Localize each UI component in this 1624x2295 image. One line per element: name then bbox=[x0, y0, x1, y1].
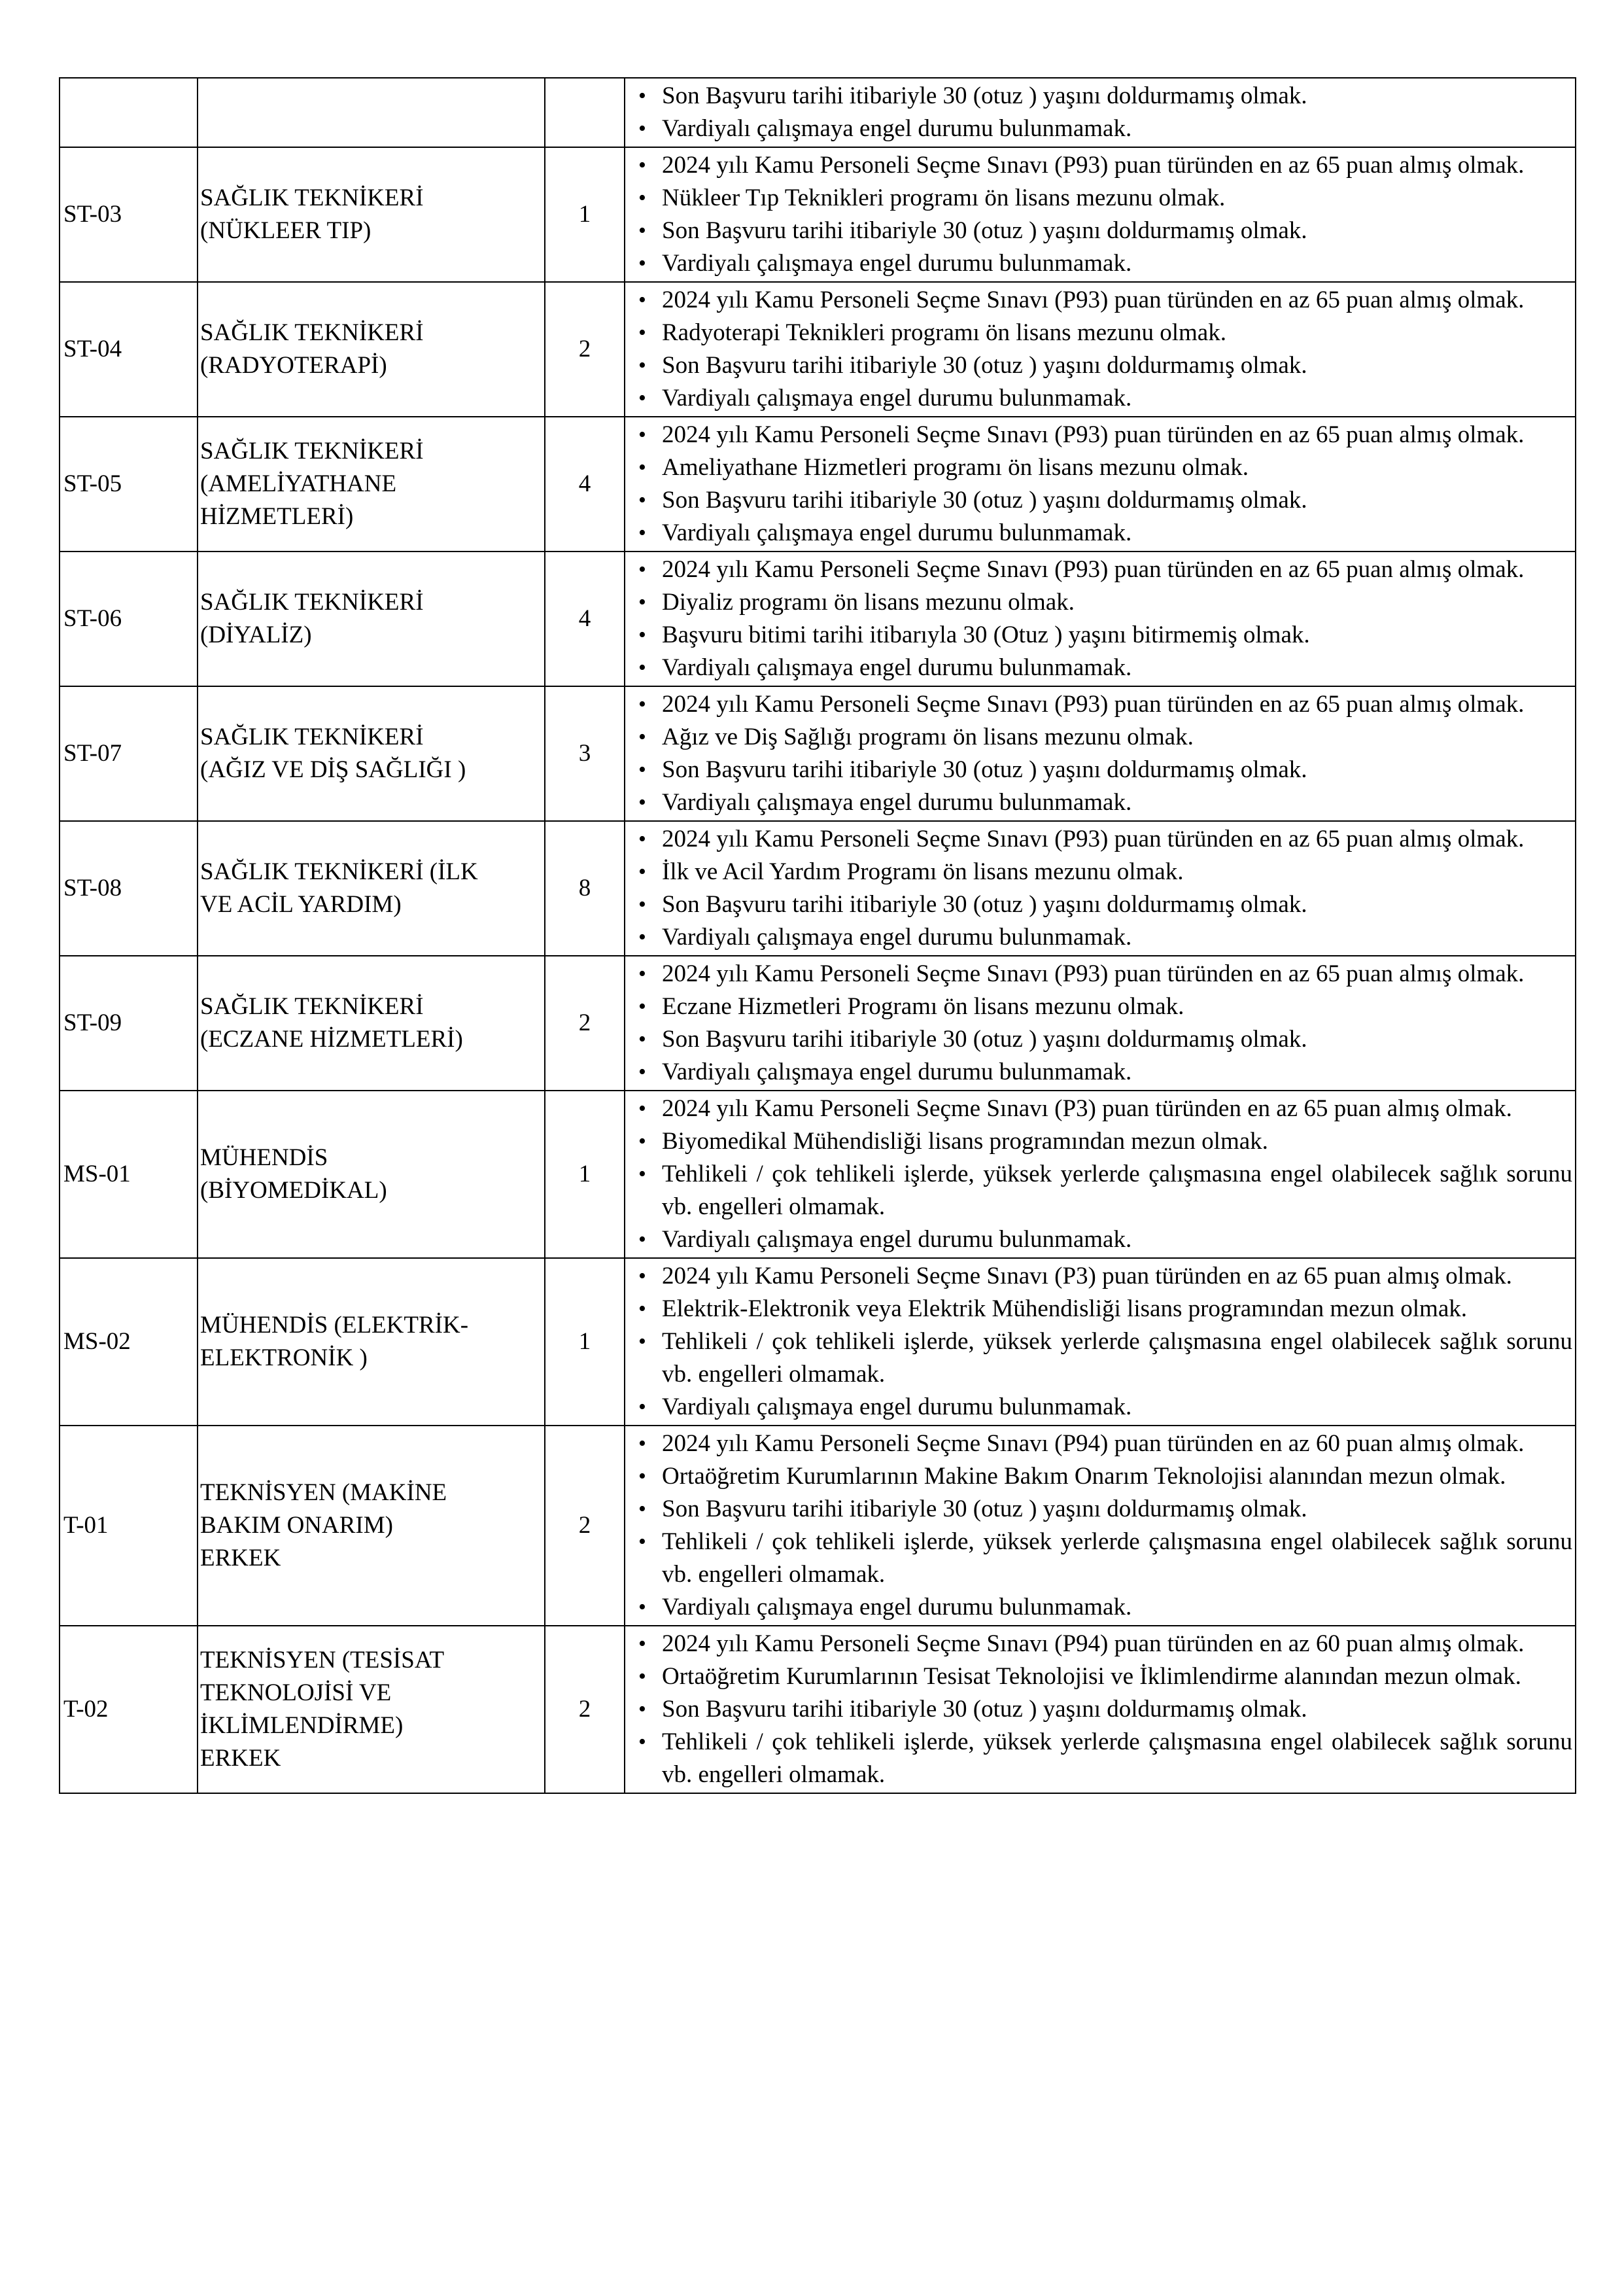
position-count: 2 bbox=[545, 1426, 625, 1626]
requirement-item: • Radyoterapi Teknikleri programı ön lisans mezunu olmak. bbox=[628, 317, 1572, 349]
position-title bbox=[198, 552, 545, 686]
requirement-item: • Son Başvuru tarihi itibariyle 30 (otuz ) yaşını doldurmamış olmak. bbox=[628, 484, 1572, 517]
requirement-item: • 2024 yılı Kamu Personeli Seçme Sınavı (P93) puan türünden en az 65 puan almış olmak. bbox=[628, 958, 1572, 990]
requirement-item: • Son Başvuru tarihi itibariyle 30 (otuz ) yaşını doldurmamış olmak. bbox=[628, 1493, 1572, 1526]
table-row bbox=[60, 147, 1576, 282]
requirement-item: • Ortaöğretim Kurumlarının Makine Bakım Onarım Teknolojisi alanından mezun olmak. bbox=[628, 1460, 1572, 1493]
position-title bbox=[198, 78, 545, 147]
requirement-item: • 2024 yılı Kamu Personeli Seçme Sınavı (P93) puan türünden en az 65 puan almış olmak. bbox=[628, 284, 1572, 317]
position-title-line: SAĞLIK TEKNİKERİ bbox=[200, 589, 424, 616]
requirement-item: • 2024 yılı Kamu Personeli Seçme Sınavı (P93) puan türünden en az 65 puan almış olmak. bbox=[628, 419, 1572, 451]
position-title bbox=[198, 147, 545, 282]
requirement-item: • Son Başvuru tarihi itibariyle 30 (otuz ) yaşını doldurmamış olmak. bbox=[628, 80, 1572, 113]
position-code: T-02 bbox=[60, 1626, 198, 1793]
requirement-item: • Elektrik-Elektronik veya Elektrik Mühendisliği lisans programından mezun olmak. bbox=[628, 1293, 1572, 1325]
position-title-line: (NÜKLEER TIP) bbox=[200, 217, 371, 244]
requirement-item: • Tehlikeli / çok tehlikeli işlerde, yüksek yerlerde çalışmasına engel olabilecek sağlık sorunu vb. engelleri olmamak. bbox=[628, 1325, 1572, 1391]
position-code: ST-03 bbox=[60, 147, 198, 282]
position-requirements bbox=[625, 686, 1576, 821]
position-count: 2 bbox=[545, 956, 625, 1091]
position-code: ST-07 bbox=[60, 686, 198, 821]
requirement-item: • Tehlikeli / çok tehlikeli işlerde, yüksek yerlerde çalışmasına engel olabilecek sağlık sorunu vb. engelleri olmamak. bbox=[628, 1158, 1572, 1223]
requirement-item: • Son Başvuru tarihi itibariyle 30 (otuz ) yaşını doldurmamış olmak. bbox=[628, 888, 1572, 921]
table-row bbox=[60, 1626, 1576, 1793]
position-requirements bbox=[625, 1426, 1576, 1626]
requirement-item: • Vardiyalı çalışmaya engel durumu bulunmamak. bbox=[628, 1223, 1572, 1256]
position-title-line: (ECZANE HİZMETLERİ) bbox=[200, 1026, 463, 1053]
requirement-item: • Tehlikeli / çok tehlikeli işlerde, yüksek yerlerde çalışmasına engel olabilecek sağlık sorunu vb. engelleri olmamak. bbox=[628, 1526, 1572, 1591]
table-row bbox=[60, 1426, 1576, 1626]
position-count: 4 bbox=[545, 552, 625, 686]
position-code: ST-08 bbox=[60, 821, 198, 956]
position-count: 4 bbox=[545, 417, 625, 552]
position-code bbox=[60, 78, 198, 147]
requirement-item: • 2024 yılı Kamu Personeli Seçme Sınavı (P94) puan türünden en az 60 puan almış olmak. bbox=[628, 1628, 1572, 1660]
position-title bbox=[198, 821, 545, 956]
requirement-item: • Son Başvuru tarihi itibariyle 30 (otuz ) yaşını doldurmamış olmak. bbox=[628, 1693, 1572, 1726]
requirement-item: • Vardiyalı çalışmaya engel durumu bulunmamak. bbox=[628, 113, 1572, 145]
position-count: 2 bbox=[545, 282, 625, 417]
position-title-line: SAĞLIK TEKNİKERİ bbox=[200, 438, 424, 464]
requirement-item: • Diyaliz programı ön lisans mezunu olmak. bbox=[628, 586, 1572, 619]
document-page bbox=[59, 77, 1575, 1794]
requirement-item: • Ağız ve Diş Sağlığı programı ön lisans mezunu olmak. bbox=[628, 721, 1572, 754]
position-title bbox=[198, 282, 545, 417]
requirement-item: • Ameliyathane Hizmetleri programı ön lisans mezunu olmak. bbox=[628, 451, 1572, 484]
position-requirements bbox=[625, 956, 1576, 1091]
positions-table bbox=[59, 77, 1576, 1794]
requirement-item: • Başvuru bitimi tarihi itibarıyla 30 (Otuz ) yaşını bitirmemiş olmak. bbox=[628, 619, 1572, 652]
position-requirements bbox=[625, 552, 1576, 686]
requirement-item: • 2024 yılı Kamu Personeli Seçme Sınavı (P3) puan türünden en az 65 puan almış olmak. bbox=[628, 1260, 1572, 1293]
requirements-list bbox=[628, 823, 1572, 954]
position-code: MS-01 bbox=[60, 1091, 198, 1258]
position-title-line: ERKEK bbox=[200, 1545, 281, 1571]
requirements-list bbox=[628, 958, 1572, 1089]
position-title-line: TEKNİSYEN (TESİSAT bbox=[200, 1647, 445, 1673]
position-title-line: (AMELİYATHANE bbox=[200, 470, 397, 497]
requirement-item: • Vardiyalı çalışmaya engel durumu bulunmamak. bbox=[628, 517, 1572, 550]
requirements-list bbox=[628, 1093, 1572, 1256]
position-title-line: MÜHENDİS bbox=[200, 1144, 328, 1171]
table-row bbox=[60, 282, 1576, 417]
requirement-item: • Vardiyalı çalışmaya engel durumu bulunmamak. bbox=[628, 921, 1572, 954]
requirement-item: • Son Başvuru tarihi itibariyle 30 (otuz ) yaşını doldurmamış olmak. bbox=[628, 349, 1572, 382]
position-requirements bbox=[625, 1626, 1576, 1793]
position-title-line: SAĞLIK TEKNİKERİ bbox=[200, 184, 424, 211]
position-title-line: TEKNİSYEN (MAKİNE bbox=[200, 1479, 447, 1506]
requirement-item: • 2024 yılı Kamu Personeli Seçme Sınavı (P93) puan türünden en az 65 puan almış olmak. bbox=[628, 149, 1572, 182]
position-count: 1 bbox=[545, 1258, 625, 1426]
requirement-item: • Vardiyalı çalışmaya engel durumu bulunmamak. bbox=[628, 1056, 1572, 1089]
table-row bbox=[60, 1091, 1576, 1258]
position-count: 3 bbox=[545, 686, 625, 821]
requirement-item: • 2024 yılı Kamu Personeli Seçme Sınavı (P3) puan türünden en az 65 puan almış olmak. bbox=[628, 1093, 1572, 1125]
table-row bbox=[60, 417, 1576, 552]
position-title-line: ELEKTRONİK ) bbox=[200, 1344, 368, 1371]
position-title-line: TEKNOLOJİSİ VE bbox=[200, 1679, 392, 1706]
requirement-item: • İlk ve Acil Yardım Programı ön lisans mezunu olmak. bbox=[628, 856, 1572, 888]
position-title-line: (AĞIZ VE DİŞ SAĞLIĞI ) bbox=[200, 756, 466, 783]
position-title bbox=[198, 417, 545, 552]
position-title-line: SAĞLIK TEKNİKERİ bbox=[200, 993, 424, 1020]
position-title-line: (DİYALİZ) bbox=[200, 622, 312, 648]
position-title bbox=[198, 1626, 545, 1793]
position-title bbox=[198, 686, 545, 821]
table-row bbox=[60, 821, 1576, 956]
positions-table-body bbox=[60, 78, 1576, 1793]
requirements-list bbox=[628, 80, 1572, 145]
requirement-item: • 2024 yılı Kamu Personeli Seçme Sınavı (P93) puan türünden en az 65 puan almış olmak. bbox=[628, 553, 1572, 586]
position-title bbox=[198, 1091, 545, 1258]
requirements-list bbox=[628, 1628, 1572, 1791]
requirements-list bbox=[628, 149, 1572, 280]
position-title bbox=[198, 1426, 545, 1626]
requirement-item: • Son Başvuru tarihi itibariyle 30 (otuz ) yaşını doldurmamış olmak. bbox=[628, 754, 1572, 786]
table-row bbox=[60, 78, 1576, 147]
position-title-line: VE ACİL YARDIM) bbox=[200, 891, 402, 918]
requirement-item: • Ortaöğretim Kurumlarının Tesisat Teknolojisi ve İklimlendirme alanından mezun olmak. bbox=[628, 1660, 1572, 1693]
table-row bbox=[60, 1258, 1576, 1426]
position-title-line: SAĞLIK TEKNİKERİ bbox=[200, 724, 424, 750]
requirement-item: • Son Başvuru tarihi itibariyle 30 (otuz ) yaşını doldurmamış olmak. bbox=[628, 1023, 1572, 1056]
table-row bbox=[60, 686, 1576, 821]
position-title-line: (RADYOTERAPİ) bbox=[200, 352, 387, 379]
position-count: 1 bbox=[545, 1091, 625, 1258]
position-requirements bbox=[625, 417, 1576, 552]
position-count bbox=[545, 78, 625, 147]
requirement-item: • Vardiyalı çalışmaya engel durumu bulunmamak. bbox=[628, 1591, 1572, 1624]
position-requirements bbox=[625, 1258, 1576, 1426]
requirement-item: • Eczane Hizmetleri Programı ön lisans mezunu olmak. bbox=[628, 990, 1572, 1023]
requirement-item: • 2024 yılı Kamu Personeli Seçme Sınavı (P93) puan türünden en az 65 puan almış olmak. bbox=[628, 688, 1572, 721]
requirement-item: • Vardiyalı çalışmaya engel durumu bulunmamak. bbox=[628, 786, 1572, 819]
requirement-item: • Vardiyalı çalışmaya engel durumu bulunmamak. bbox=[628, 382, 1572, 415]
position-title-line: HİZMETLERİ) bbox=[200, 503, 354, 530]
position-requirements bbox=[625, 147, 1576, 282]
position-code: ST-05 bbox=[60, 417, 198, 552]
position-code: MS-02 bbox=[60, 1258, 198, 1426]
requirement-item: • Tehlikeli / çok tehlikeli işlerde, yüksek yerlerde çalışmasına engel olabilecek sağlık sorunu vb. engelleri olmamak. bbox=[628, 1726, 1572, 1791]
position-count: 8 bbox=[545, 821, 625, 956]
requirements-list bbox=[628, 688, 1572, 819]
position-title-line: ERKEK bbox=[200, 1745, 281, 1772]
requirement-item: • 2024 yılı Kamu Personeli Seçme Sınavı (P94) puan türünden en az 60 puan almış olmak. bbox=[628, 1428, 1572, 1460]
requirements-list bbox=[628, 284, 1572, 415]
position-title bbox=[198, 956, 545, 1091]
position-title-line: İKLİMLENDİRME) bbox=[200, 1712, 404, 1739]
requirements-list bbox=[628, 553, 1572, 684]
table-row bbox=[60, 956, 1576, 1091]
requirement-item: • Vardiyalı çalışmaya engel durumu bulunmamak. bbox=[628, 652, 1572, 684]
position-count: 2 bbox=[545, 1626, 625, 1793]
requirement-item: • Biyomedikal Mühendisliği lisans programından mezun olmak. bbox=[628, 1125, 1572, 1158]
position-title bbox=[198, 1258, 545, 1426]
position-code: ST-04 bbox=[60, 282, 198, 417]
requirements-list bbox=[628, 419, 1572, 550]
position-code: ST-09 bbox=[60, 956, 198, 1091]
position-requirements bbox=[625, 1091, 1576, 1258]
position-title-line: (BİYOMEDİKAL) bbox=[200, 1177, 387, 1204]
table-row bbox=[60, 552, 1576, 686]
requirement-item: • 2024 yılı Kamu Personeli Seçme Sınavı (P93) puan türünden en az 65 puan almış olmak. bbox=[628, 823, 1572, 856]
requirement-item: • Vardiyalı çalışmaya engel durumu bulunmamak. bbox=[628, 1391, 1572, 1424]
position-code: T-01 bbox=[60, 1426, 198, 1626]
position-title-line: BAKIM ONARIM) bbox=[200, 1512, 393, 1539]
position-title-line: SAĞLIK TEKNİKERİ (İLK bbox=[200, 858, 478, 885]
position-count: 1 bbox=[545, 147, 625, 282]
requirements-list bbox=[628, 1260, 1572, 1424]
requirement-item: • Vardiyalı çalışmaya engel durumu bulunmamak. bbox=[628, 247, 1572, 280]
position-requirements bbox=[625, 78, 1576, 147]
position-code: ST-06 bbox=[60, 552, 198, 686]
position-title-line: MÜHENDİS (ELEKTRİK- bbox=[200, 1312, 469, 1339]
position-title-line: SAĞLIK TEKNİKERİ bbox=[200, 319, 424, 346]
requirement-item: • Son Başvuru tarihi itibariyle 30 (otuz ) yaşını doldurmamış olmak. bbox=[628, 215, 1572, 247]
position-requirements bbox=[625, 821, 1576, 956]
requirement-item: • Nükleer Tıp Teknikleri programı ön lisans mezunu olmak. bbox=[628, 182, 1572, 215]
requirements-list bbox=[628, 1428, 1572, 1624]
position-requirements bbox=[625, 282, 1576, 417]
